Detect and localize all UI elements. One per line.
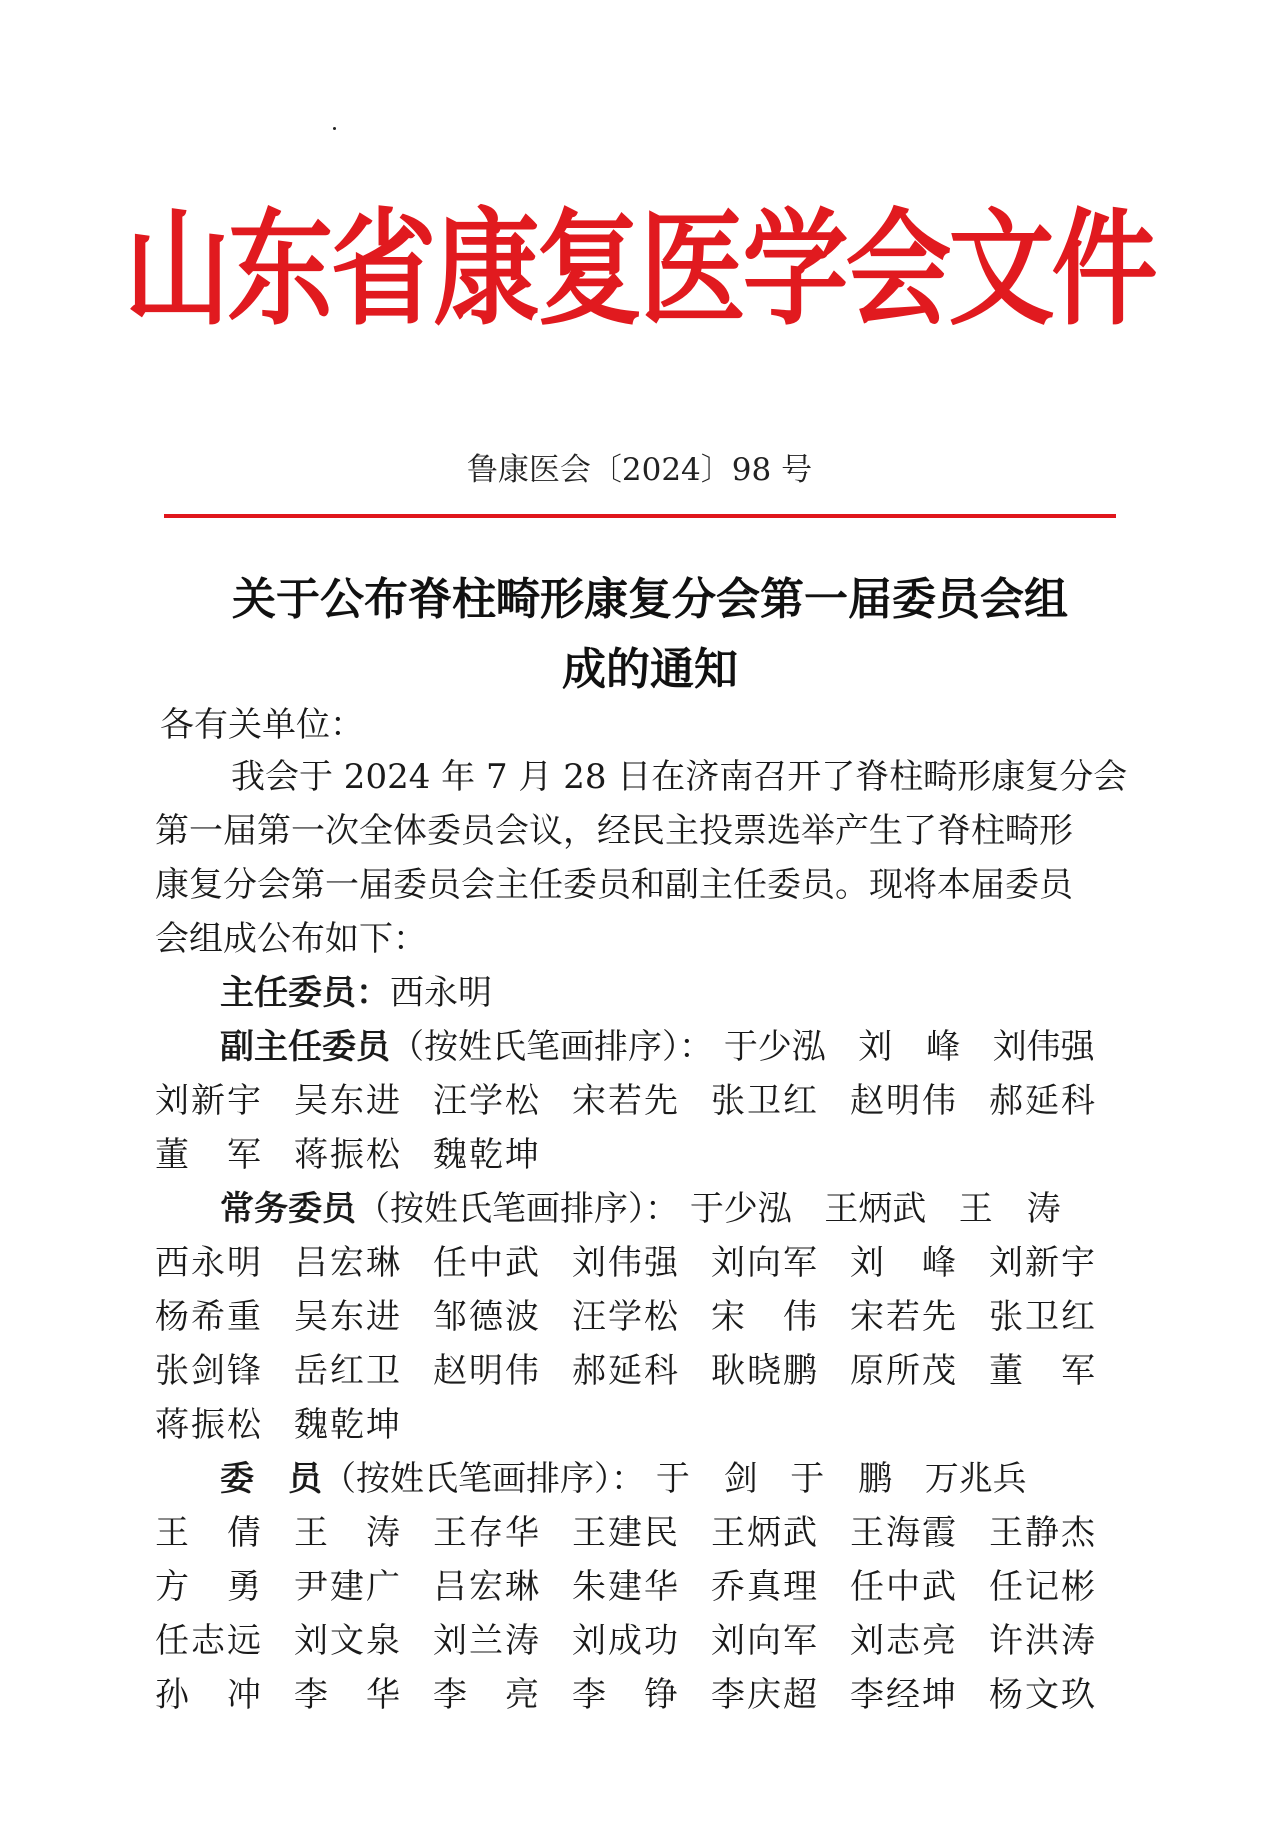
member-name: 乔真理: [711, 1567, 819, 1607]
member-name: 王 涛: [294, 1513, 402, 1553]
standing-member-name: 吕宏琳: [294, 1243, 402, 1283]
member-name: 刘文泉: [294, 1621, 402, 1661]
standing-member-name: 刘伟强: [572, 1243, 680, 1283]
chair-role-label: 主任委员：: [220, 973, 390, 1013]
standing-member-name: 宋若先: [850, 1297, 958, 1337]
name-row: [155, 1668, 1115, 1722]
member-name: 刘成功: [572, 1621, 680, 1661]
member-name-grid: [155, 1506, 1115, 1722]
standing-member-name: 刘 峰: [850, 1243, 958, 1283]
vice-chair-line: [220, 1020, 1180, 1074]
member-name: 于 鹏: [790, 1459, 893, 1499]
standing-member-name: 西永明: [155, 1243, 263, 1283]
vice-chair-name: 董 军: [155, 1135, 263, 1175]
standing-member-name: 任中武: [433, 1243, 541, 1283]
standing-member-name: 董 军: [989, 1351, 1097, 1391]
member-name: 尹建广: [294, 1567, 402, 1607]
vice-chair-sort-note: （按姓氏笔画排序）：: [390, 1027, 713, 1067]
name-row: [155, 1128, 1115, 1182]
member-name: 吕宏琳: [433, 1567, 541, 1607]
standing-member-name: 刘新宇: [989, 1243, 1097, 1283]
standing-member-name: 原所茂: [850, 1351, 958, 1391]
standing-member-name: 于少泓: [689, 1189, 792, 1229]
red-divider-line: [164, 514, 1116, 518]
paragraph-line: 康复分会第一届委员会主任委员和副主任委员。现将本届委员: [155, 865, 1073, 905]
member-name: 于 剑: [655, 1459, 758, 1499]
title-line-1: 关于公布脊柱畸形康复分会第一届委员会组: [232, 574, 1068, 625]
vice-chair-name: 刘新宇: [155, 1081, 263, 1121]
vice-chair-name: 汪学松: [433, 1081, 541, 1121]
member-name: 孙 冲: [155, 1675, 263, 1715]
member-name: 李 亮: [433, 1675, 541, 1715]
vice-chair-name: 蒋振松: [294, 1135, 402, 1175]
member-name: 李庆超: [711, 1675, 819, 1715]
standing-member-name: 赵明伟: [433, 1351, 541, 1391]
vice-chair-name: 宋若先: [572, 1081, 680, 1121]
standing-member-line: [220, 1182, 1180, 1236]
standing-member-name: 耿晓鹏: [711, 1351, 819, 1391]
member-name: 许洪涛: [989, 1621, 1097, 1661]
member-line: [220, 1452, 1180, 1506]
standing-member-name: 魏乾坤: [294, 1405, 402, 1445]
title-line-2: 成的通知: [562, 644, 738, 695]
member-name: 王建民: [572, 1513, 680, 1553]
member-name: 李经坤: [850, 1675, 958, 1715]
standing-member-name: 蒋振松: [155, 1405, 263, 1445]
standing-member-name: 吴东进: [294, 1297, 402, 1337]
paragraph-line: 我会于 2024 年 7 月 28 日在济南召开了脊柱畸形康复分会: [231, 757, 1128, 797]
standing-member-name: 岳红卫: [294, 1351, 402, 1391]
vice-chair-name: 郝延科: [989, 1081, 1097, 1121]
member-name: 刘兰涛: [433, 1621, 541, 1661]
member-role-label: 委 员: [220, 1459, 322, 1499]
member-name: 王静杰: [989, 1513, 1097, 1553]
standing-member-name: 王炳武: [824, 1189, 927, 1229]
member-name: 李 铮: [572, 1675, 680, 1715]
paragraph-line: 第一届第一次全体委员会议，经民主投票选举产生了脊柱畸形: [155, 811, 1073, 851]
document-masthead: 山东省康复医学会文件: [124, 196, 1155, 342]
salutation: 各有关单位：: [160, 705, 364, 745]
standing-member-sort-note: （按姓氏笔画排序）：: [356, 1189, 679, 1229]
chair-line: [220, 966, 1180, 1020]
member-name: 王存华: [433, 1513, 541, 1553]
scan-speck: [333, 127, 336, 130]
member-name: 朱建华: [572, 1567, 680, 1607]
member-name: 任志远: [155, 1621, 263, 1661]
standing-member-name: 宋 伟: [711, 1297, 819, 1337]
member-name: 刘向军: [711, 1621, 819, 1661]
member-name: 王海霞: [850, 1513, 958, 1553]
vice-chair-name-grid: [155, 1074, 1115, 1182]
chair-name: 西永明: [390, 973, 492, 1013]
member-name: 王 倩: [155, 1513, 263, 1553]
vice-chair-name: 吴东进: [294, 1081, 402, 1121]
standing-member-name-grid: [155, 1236, 1115, 1452]
member-sort-note: （按姓氏笔画排序）：: [322, 1459, 645, 1499]
paragraph-line: 会组成公布如下：: [155, 919, 427, 959]
name-row: [155, 1614, 1115, 1668]
name-row: [155, 1506, 1115, 1560]
intro-paragraph: [155, 750, 1128, 966]
vice-chair-name: 魏乾坤: [433, 1135, 541, 1175]
name-row: [155, 1560, 1115, 1614]
name-row: [155, 1074, 1115, 1128]
member-name: 王炳武: [711, 1513, 819, 1553]
standing-member-name: 张剑锋: [155, 1351, 263, 1391]
member-name: 方 勇: [155, 1567, 263, 1607]
standing-member-name: 杨希重: [155, 1297, 263, 1337]
member-name: 万兆兵: [924, 1459, 1027, 1499]
standing-member-name: 汪学松: [572, 1297, 680, 1337]
member-name: 任中武: [850, 1567, 958, 1607]
notice-title: [170, 565, 1130, 705]
name-row: [155, 1236, 1115, 1290]
name-row: [155, 1398, 1115, 1452]
standing-member-role-label: 常务委员: [220, 1189, 356, 1229]
name-row: [155, 1344, 1115, 1398]
member-name: 刘志亮: [850, 1621, 958, 1661]
standing-member-name: 郝延科: [572, 1351, 680, 1391]
standing-member-name: 张卫红: [989, 1297, 1097, 1337]
vice-chair-name: 于少泓: [723, 1027, 826, 1067]
name-row: [155, 1290, 1115, 1344]
vice-chair-role-label: 副主任委员: [220, 1027, 390, 1067]
document-number: 鲁康医会〔2024〕98 号: [466, 452, 813, 488]
standing-member-name: 王 涛: [958, 1189, 1061, 1229]
vice-chair-name: 刘伟强: [992, 1027, 1095, 1067]
standing-member-name: 刘向军: [711, 1243, 819, 1283]
member-name: 李 华: [294, 1675, 402, 1715]
vice-chair-name: 张卫红: [711, 1081, 819, 1121]
member-name: 杨文玖: [989, 1675, 1097, 1715]
standing-member-name: 邹德波: [433, 1297, 541, 1337]
member-name: 任记彬: [989, 1567, 1097, 1607]
vice-chair-name: 刘 峰: [858, 1027, 961, 1067]
vice-chair-name: 赵明伟: [850, 1081, 958, 1121]
